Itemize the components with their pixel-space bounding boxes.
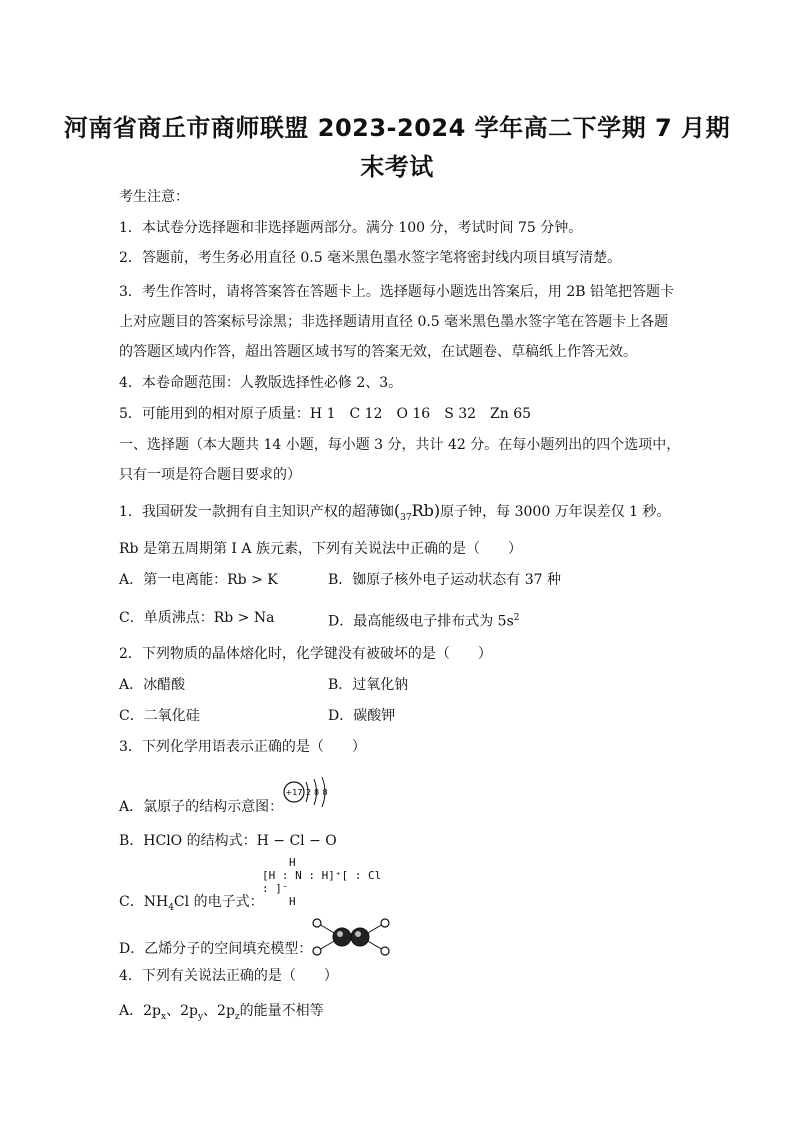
q1-stem-line2: Rb 是第五周期第 I A 族元素，下列有关说法中正确的是（ ）	[119, 541, 522, 557]
carbon-highlight	[337, 931, 343, 937]
rb-isotope: $(_{37}Rb)$	[393, 501, 441, 524]
q2-option-b: B．过氧化钠	[328, 677, 409, 693]
electron-formula-top: H	[289, 856, 296, 869]
q3-option-a: A．氯原子的结构示意图：	[119, 799, 284, 815]
orbital-base: 2p	[180, 1003, 198, 1019]
notice-item-3: 3．考生作答时，请将答案答在答题卡上。选择题每小题选出答案后，用 2B 铅笔把答题卡	[119, 284, 675, 300]
shell-count-1: 2	[305, 788, 312, 797]
exam-title-line1: 河南省商丘市商师联盟 2023-2024 学年高二下学期 7 月期	[63, 114, 731, 142]
hydrogen-atom	[313, 947, 321, 955]
section-heading-cont: 只有一项是符合题目要求的）	[119, 467, 301, 483]
q3-option-c-prefix: C．	[119, 894, 144, 910]
electron-formula-bottom: H	[289, 895, 296, 908]
nucleus-charge: +17	[285, 788, 303, 797]
q1-option-d-text: D．最高能级电子排布式为 5s	[328, 613, 514, 630]
exam-title-line2: 末考试	[360, 153, 434, 181]
q3-option-c	[119, 892, 264, 918]
q4-stem: 4．下列有关说法正确的是（ ）	[119, 968, 338, 984]
notice-item-2: 2．答题前，考生务必用直径 0.5 毫米黑色墨水签字笔将密封线内项目填写清楚。	[119, 250, 622, 266]
orbital-2pz	[217, 1003, 240, 1022]
q2-option-c: C．二氧化硅	[119, 708, 200, 724]
orbital-sub: y	[197, 1011, 204, 1022]
q2-option-d: D．碳酸钾	[328, 708, 396, 724]
carbon-atom	[333, 928, 351, 946]
shell-count-3: 8	[322, 788, 328, 797]
orbital-2py	[180, 1003, 204, 1022]
orbital-sub: z	[234, 1011, 240, 1022]
notice-item-3-cont2: 的答题区域内作答，超出答题区域书写的答案无效，在试题卷、草稿纸上作答无效。	[119, 344, 637, 360]
q3-option-c-suffix: 的电子式：	[189, 894, 264, 910]
orbital-base: 2p	[143, 1003, 161, 1019]
q1-option-b: B．铷原子核外电子运动状态有 37 种	[328, 572, 562, 588]
nh4cl-electron-formula	[262, 856, 392, 908]
q2-stem: 2．下列物质的晶体熔化时，化学键没有被破坏的是（ ）	[119, 646, 492, 662]
q1-option-a: A．第一电离能：Rb > K	[119, 572, 278, 588]
q1-stem-text: 1．我国研发一款拥有自主知识产权的超薄铷	[119, 504, 394, 520]
q3-stem: 3．下列化学用语表示正确的是（ ）	[119, 739, 366, 755]
notice-item-3-cont1: 上对应题目的答案标号涂黑；非选择题请用直径 0.5 毫米黑色墨水签字笔在答题卡上各题	[119, 314, 669, 330]
q4-option-a-prefix: A．	[119, 1003, 144, 1019]
notice-item-1: 1．本试卷分选择题和非选择题两部分。满分 100 分，考试时间 75 分钟。	[119, 220, 583, 236]
electron-formula-middle: [H : N : H]⁺[ : Cl : ]⁻	[262, 869, 382, 895]
q1-option-c: C．单质沸点：Rb > Na	[119, 610, 275, 626]
q4-option-a-suffix: 的能量不相等	[239, 1003, 324, 1019]
orbital-base: 2p	[217, 1003, 235, 1019]
hydrogen-atom	[381, 947, 389, 955]
nh4cl-formula-a: NH	[143, 894, 169, 910]
notice-item-5: 5．可能用到的相对原子质量：H 1 C 12 O 16 S 32 Zn 65	[119, 406, 532, 422]
notice-heading: 考生注意：	[119, 189, 189, 205]
q1-stem	[119, 501, 671, 528]
q1-stem-text-2: 原子钟，每 3000 万年误差仅 1 秒。	[440, 504, 671, 520]
q2-option-a: A．冰醋酸	[119, 677, 186, 693]
nh4cl-formula-b: Cl	[173, 894, 190, 910]
q1-option-d-sup: 2	[513, 613, 520, 623]
section-heading: 一、选择题（本大题共 14 小题，每小题 3 分，共计 42 分。在每小题列出的四个选项中，	[119, 437, 681, 453]
separator: 、	[166, 1003, 181, 1019]
ethylene-space-filling-model	[311, 918, 391, 956]
nh4cl-formula-sub: 4	[168, 902, 174, 913]
shell-count-2: 8	[313, 788, 320, 797]
orbital-sub: x	[161, 1011, 167, 1022]
carbon-highlight	[355, 931, 361, 937]
chlorine-structure-diagram	[282, 774, 334, 810]
notice-item-4: 4．本卷命题范围：人教版选择性必修 2、3。	[119, 375, 403, 391]
q1-option-d	[328, 608, 520, 632]
carbon-atom	[351, 928, 369, 946]
orbital-2px	[143, 1003, 167, 1022]
hydrogen-atom	[381, 919, 389, 927]
q3-option-d: D．乙烯分子的空间填充模型：	[119, 941, 313, 957]
rb-atomic-number: 37	[400, 513, 412, 524]
separator: 、	[203, 1003, 218, 1019]
rb-symbol: Rb	[411, 501, 434, 520]
q3-option-b: B．HClO 的结构式：H − Cl − O	[119, 833, 337, 849]
q4-option-a	[119, 1001, 324, 1027]
hydrogen-atom	[313, 919, 321, 927]
